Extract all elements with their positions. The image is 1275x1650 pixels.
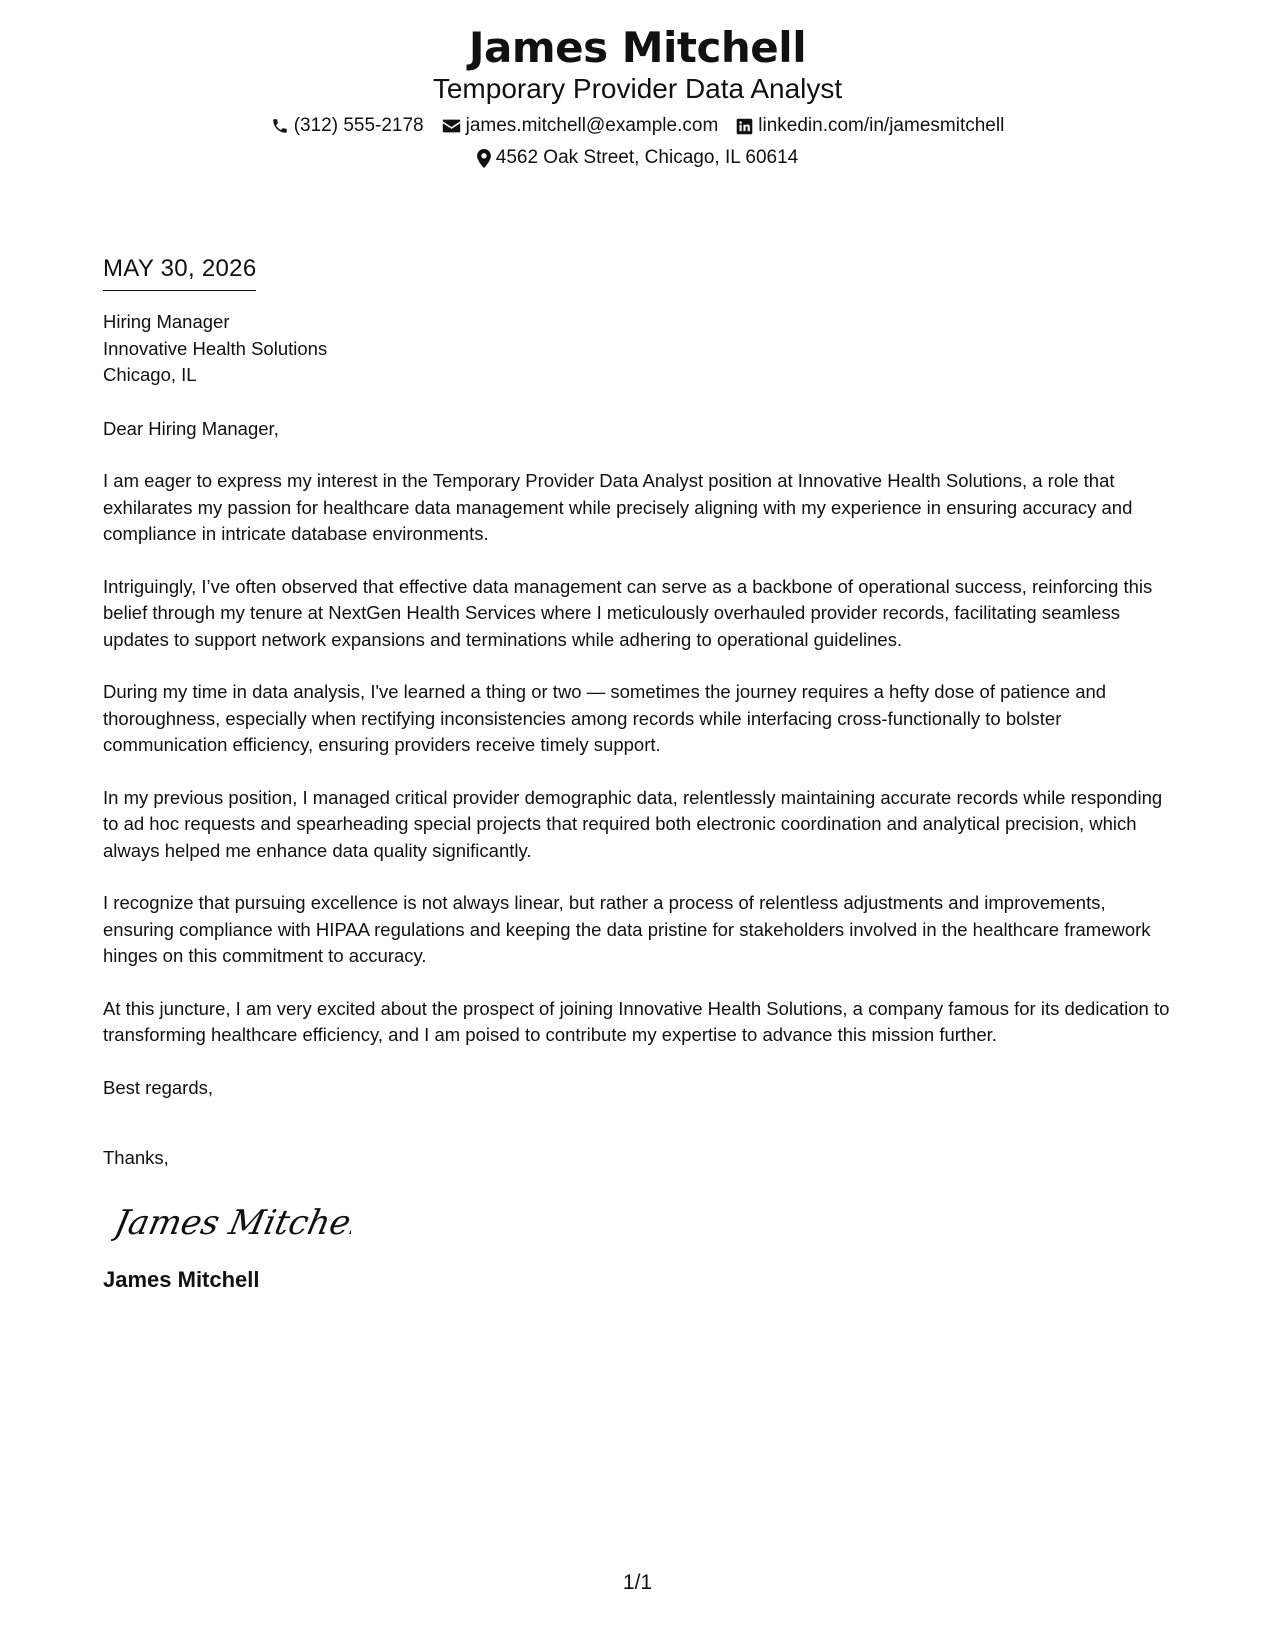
signature-image <box>111 1196 351 1248</box>
signed-name: James Mitchell <box>103 1266 260 1292</box>
body-paragraph: Intriguingly, I’ve often observed that effective data management can serve as a backbone of operational success, reinforcing this belief through my tenure at NextGen Health Services where I meticulously overhauled provider records, facilitating seamless updates to support network expansions and terminations while adhering to operational guidelines. <box>103 575 1153 650</box>
applicant-name: James Mitchell <box>468 23 807 72</box>
page-number: 1/1 <box>622 1571 653 1594</box>
letter-header <box>0 22 1275 170</box>
body-paragraph: In my previous position, I managed critical provider demographic data, relentlessly maintaining accurate records while responding to ad hoc requests and spearheading special projects that required both electronic coordination and analytical precision, which always helped me enhance data quality significantly. <box>103 786 1163 861</box>
body-paragraph: I recognize that pursuing excellence is not always linear, but rather a process of relentless adjustments and improvements, ensuring compliance with HIPAA regulations and keeping the data pristine for stakeholders involved in the healthcare framework hinges on this commitment to accuracy. <box>103 892 1151 966</box>
envelope-icon <box>442 118 461 134</box>
recipient-block <box>103 309 1178 389</box>
handwritten-signature <box>111 1196 1178 1248</box>
body-paragraph: I am eager to express my interest in the Temporary Provider Data Analyst position at Innovative Health Solutions, a role that exhilarates my passion for healthcare data management while precisely aligning with my experience in ensuring accuracy and compliance in intricate database environments. <box>103 470 1133 544</box>
signature-glyphs: James Mitchell <box>111 1202 351 1243</box>
salutation: Dear Hiring Manager, <box>103 417 279 439</box>
closing: Best regards, <box>103 1076 214 1098</box>
address-text: 4562 Oak Street, Chicago, IL 60614 <box>495 147 799 168</box>
job-title: Temporary Provider Data Analyst <box>432 73 843 104</box>
linkedin-contact[interactable] <box>736 114 1004 138</box>
linkedin-icon <box>736 118 753 135</box>
address-contact <box>477 146 798 170</box>
thanks-line: Thanks, <box>103 1147 169 1168</box>
phone-contact <box>271 114 424 138</box>
letter-body <box>103 254 1178 1294</box>
email-contact[interactable] <box>442 114 719 138</box>
recipient-company: Innovative Health Solutions <box>103 337 328 359</box>
body-paragraph: At this juncture, I am very excited about the prospect of joining Innovative Health Solutions, a company famous for its dedication to transforming healthcare efficiency, and I am poised to contribute my expertise to advance this mission further. <box>103 997 1170 1045</box>
linkedin-text[interactable]: linkedin.com/in/jamesmitchell <box>758 115 1005 136</box>
recipient-title: Hiring Manager <box>103 311 230 332</box>
body-paragraph: During my time in data analysis, I've learned a thing or two — sometimes the journey requires a hefty dose of patience and thoroughness, especially when rectifying inconsistencies among records while interfacing cross-functionally to bolster communication efficiency, ensuring providers receive timely support. <box>103 681 1107 755</box>
address-row <box>0 146 1275 170</box>
phone-icon <box>271 117 289 135</box>
email-text[interactable]: james.mitchell@example.com <box>465 115 719 136</box>
map-pin-icon <box>477 149 491 168</box>
letter-date: MAY 30, 2026 <box>103 254 256 291</box>
contact-row <box>0 114 1275 138</box>
recipient-location: Chicago, IL <box>103 364 197 385</box>
phone-text: (312) 555-2178 <box>293 115 424 136</box>
